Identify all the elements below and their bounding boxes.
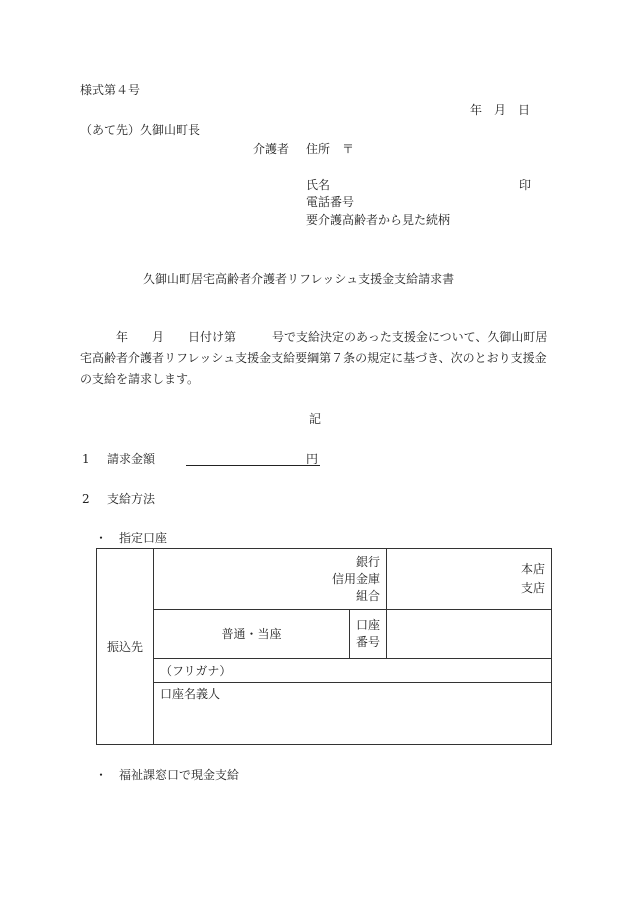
- account-holder-label: 口座名義人: [160, 687, 221, 701]
- account-number-label-1: 口座: [356, 618, 381, 632]
- credit-bank-label: 信用金庫: [332, 571, 381, 586]
- account-number-label-2: 番号: [356, 635, 381, 649]
- account-number-value-cell: [387, 610, 552, 659]
- furigana-cell: [154, 659, 552, 683]
- address-label: 住所 〒: [306, 142, 355, 156]
- branch-label: 支店: [521, 581, 546, 595]
- phone-label: 電話番号: [306, 195, 355, 209]
- seal-label: 印: [519, 178, 532, 192]
- bullet-mark: ・: [95, 531, 108, 545]
- transfer-to-cell: [97, 549, 154, 745]
- item1-unit: 円: [306, 452, 319, 466]
- account-type-label: 普通・当座: [221, 627, 282, 641]
- transfer-to-label: 振込先: [106, 639, 143, 654]
- applicant-role-label: 介護者: [253, 142, 290, 156]
- amount-underline: [186, 465, 320, 466]
- head-office-label: 本店: [521, 562, 546, 576]
- account-table: [96, 548, 552, 745]
- item1-label: 請求金額: [107, 452, 156, 466]
- bank-label: 銀行: [356, 554, 381, 569]
- bank-type-cell: [154, 549, 387, 610]
- date-line: 年 月 日: [470, 103, 531, 117]
- account-number-label-cell: [350, 610, 387, 659]
- ki-heading: 記: [309, 412, 322, 426]
- bullet-mark-2: ・: [95, 768, 108, 782]
- branch-cell: [387, 549, 552, 610]
- option-designated-account: 指定口座: [119, 531, 168, 545]
- addressee: （あて先）久御山町長: [80, 123, 201, 137]
- option-cash-at-counter: 福祉課窓口で現金支給: [119, 768, 240, 782]
- name-label: 氏名: [306, 178, 331, 192]
- item1-number: 1: [82, 452, 90, 466]
- form-number: 様式第４号: [80, 83, 141, 97]
- request-paragraph: 年 月 日付け第 号で支給決定のあった支援金について、久御山町居宅高齢者介護者リフレッシュ支援金支給要綱第７条の規定に基づき、次のとおり支援金の支給を請求します。: [80, 330, 548, 386]
- document-title: 久御山町居宅高齢者介護者リフレッシュ支援金支給請求書: [143, 272, 455, 286]
- item2-label: 支給方法: [107, 492, 156, 506]
- furigana-label: （フリガナ）: [160, 663, 232, 678]
- account-type-cell: [154, 610, 350, 659]
- account-holder-cell: [154, 683, 552, 745]
- relation-label: 要介護高齢者から見た続柄: [306, 213, 451, 227]
- item2-number: 2: [82, 492, 90, 506]
- union-label: 組合: [356, 588, 381, 603]
